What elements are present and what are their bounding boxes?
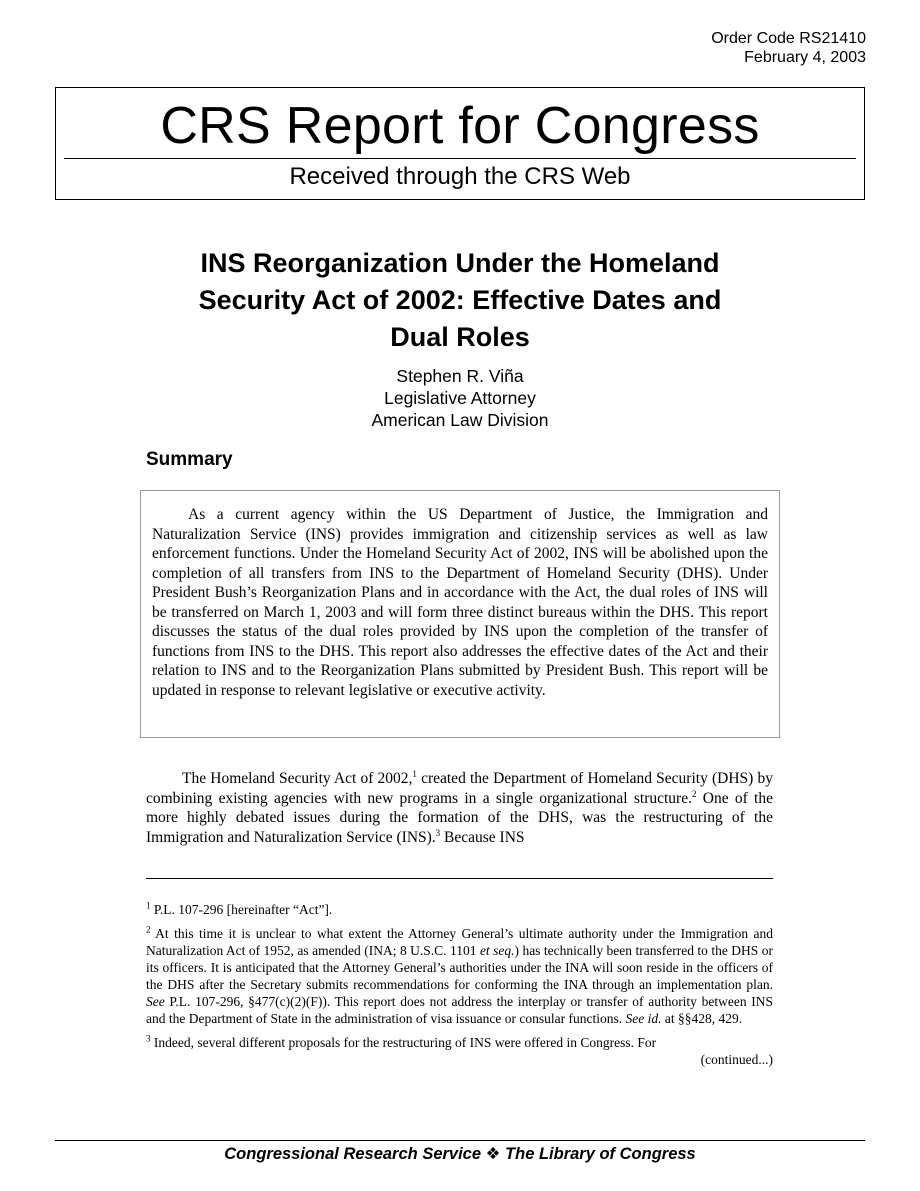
footnote-number: 3: [146, 1033, 151, 1044]
banner-title: CRS Report for Congress: [160, 97, 760, 155]
report-date: February 4, 2003: [744, 49, 866, 66]
footnote-ref[interactable]: 2: [691, 788, 697, 799]
footer-loc: The Library of Congress: [505, 1145, 696, 1163]
banner-subtitle: Received through the CRS Web: [289, 163, 631, 190]
footnote-divider: [146, 878, 773, 879]
order-code-block: [711, 29, 866, 67]
footnote-text: at §§428, 429.: [661, 1011, 743, 1026]
body-text: One of the more highly debated issues during the formation of the DHS, was the restructuring of the Immigration and Naturalization Service (INS).: [146, 789, 773, 846]
author-division: American Law Division: [371, 410, 549, 430]
footnotes: [146, 901, 773, 1068]
banner-divider: [64, 158, 856, 159]
footnote-italic: et seq.: [479, 943, 515, 958]
author-title: Legislative Attorney: [384, 388, 536, 408]
footnote-text: P.L. 107-296, §477(c)(2)(F)). This report does not address the interplay or transfer of authority between INS and the Department of State in the administration of visa issuance or consular functions.: [146, 994, 773, 1026]
footer-divider: [55, 1140, 865, 1141]
footer-crs: Congressional Research Service: [224, 1145, 482, 1163]
order-code: Order Code RS21410: [711, 30, 866, 47]
footnote-text: Indeed, several different proposals for the restructuring of INS were offered in Congress. For: [150, 1035, 657, 1050]
summary-heading: Summary: [146, 449, 233, 470]
footnote-text: At this time it is unclear to what extent the Attorney General’s ultimate authority under the Immigration and Naturalization Act of 1952, as amended (INA; 8 U.S.C. 1101: [146, 926, 773, 958]
footnote-text: P.L. 107-296 [hereinafter “Act”].: [150, 902, 333, 917]
footnote-continued: (continued...): [700, 1052, 773, 1067]
body-paragraph: [146, 769, 773, 847]
author-name: Stephen R. Viña: [396, 366, 524, 386]
body-text: Because INS: [440, 828, 525, 846]
footnote-italic: See id.: [625, 1011, 662, 1026]
footnote-2: [146, 925, 773, 1027]
footnote-1: [146, 901, 773, 918]
page-footer: [0, 1143, 920, 1165]
report-title-line: INS Reorganization Under the Homeland: [200, 248, 720, 278]
footnote-number: 1: [146, 900, 151, 911]
diamond-separator-icon: ❖: [485, 1145, 501, 1163]
footnote-3: [146, 1034, 773, 1051]
summary-box: [140, 490, 780, 738]
body-text: The Homeland Security Act of 2002,: [182, 770, 413, 787]
report-title-line: Dual Roles: [390, 322, 530, 352]
summary-text: As a current agency within the US Department of Justice, the Immigration and Naturalization Service (INS) provides immigration and citizenship services as well as law enforcement functions. Under the Homeland Security Act of 2002, INS will be abolished upon the completion of all transfers from INS to the Department of Homeland Security (DHS). Under President Bush’s Reorganization Plans and in accordance with the Act, the dual roles of INS will be transferred on March 1, 2003 and will form three distinct bureaus within the DHS. This report discusses the status of the dual roles provided by INS upon the completion of the transfer of functions from INS to the DHS. This report also addresses the effective dates of the Act and their relation to INS and to the Reorganization Plans submitted by President Bush. This report will be updated in response to relevant legislative or executive activity.: [152, 506, 768, 699]
report-title: [140, 245, 780, 356]
crs-banner: [55, 87, 865, 200]
author-block: [0, 365, 920, 431]
report-title-line: Security Act of 2002: Effective Dates and: [198, 285, 722, 315]
footnote-number: 2: [146, 924, 151, 935]
footnote-ref[interactable]: 3: [435, 827, 441, 838]
body-text: created the Department of Homeland Security (DHS) by combining existing agencies with new programs in a single organizational structure.: [146, 770, 773, 807]
footnote-text: ) has technically been transferred to the DHS or its officers. It is anticipated that the Attorney General’s authorities under the INA will soon reside in the officers of the DHS after the Secretary submits recommendations for conforming the INA through an implementation plan.: [146, 943, 773, 992]
footnote-italic: See: [146, 994, 165, 1009]
footnote-ref[interactable]: 1: [412, 768, 417, 779]
